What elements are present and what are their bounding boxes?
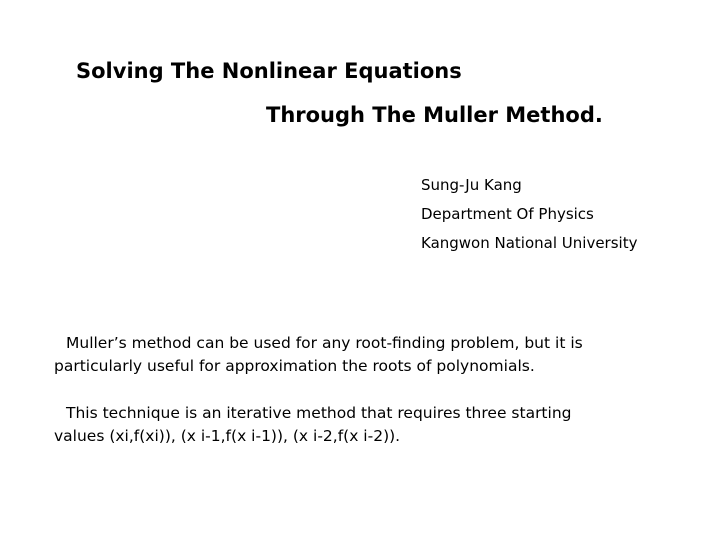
slide-title-line-2: Through The Muller Method.: [266, 103, 603, 127]
paragraph-line: particularly useful for approximation the roots of polynomials.: [54, 357, 535, 375]
paragraph-line: values (xi,f(xi)), (x i-1,f(x i-1)), (x i-2,f(x i-2)).: [54, 427, 401, 445]
slide-title-line-1: Solving The Nonlinear Equations: [76, 59, 462, 83]
paragraph-muller-method: [54, 332, 694, 378]
paragraph-line: Muller’s method can be used for any root-finding problem, but it is: [66, 334, 583, 352]
author-department: Department Of Physics: [421, 205, 594, 223]
author-name: Sung-Ju Kang: [421, 176, 522, 194]
author-university: Kangwon National University: [421, 234, 638, 252]
paragraph-line: This technique is an iterative method that requires three starting: [66, 404, 572, 422]
author-block: [421, 171, 637, 258]
paragraph-iterative-technique: [54, 402, 694, 448]
